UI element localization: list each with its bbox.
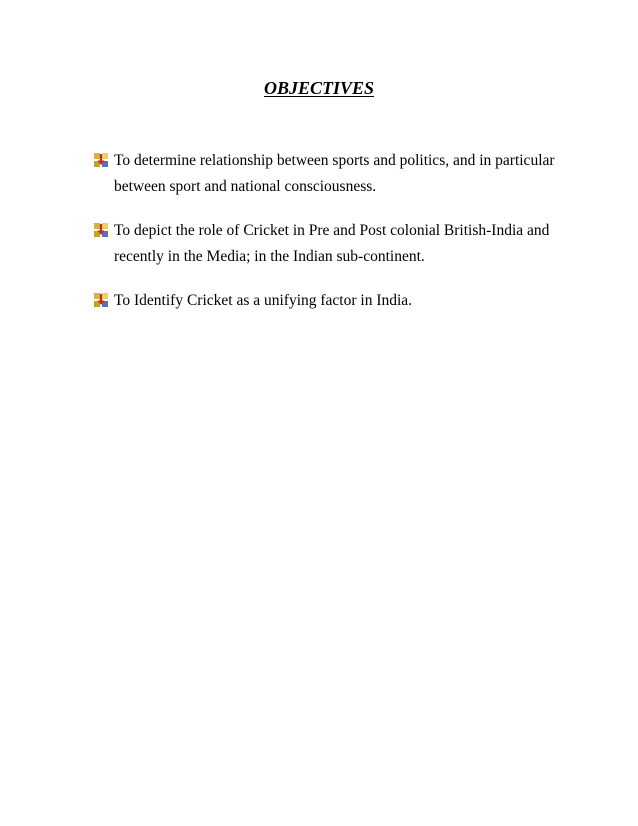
objective-text: To Identify Cricket as a unifying factor in India. [114,292,413,309]
objective-item [93,218,573,270]
arrow-down-bullet-icon [93,222,109,238]
arrow-down-bullet-icon [93,152,109,168]
objective-text: To determine relationship between sports and politics, and in particular between sport and national consciousness. [114,152,555,195]
objectives-list [93,148,573,332]
objective-item [93,148,573,200]
arrow-down-bullet-icon [93,292,109,308]
objective-item [93,288,573,314]
page-title: OBJECTIVES [263,78,375,98]
objective-text: To depict the role of Cricket in Pre and Post colonial British-India and recently in the Media; in the Indian sub-continent. [114,222,550,265]
